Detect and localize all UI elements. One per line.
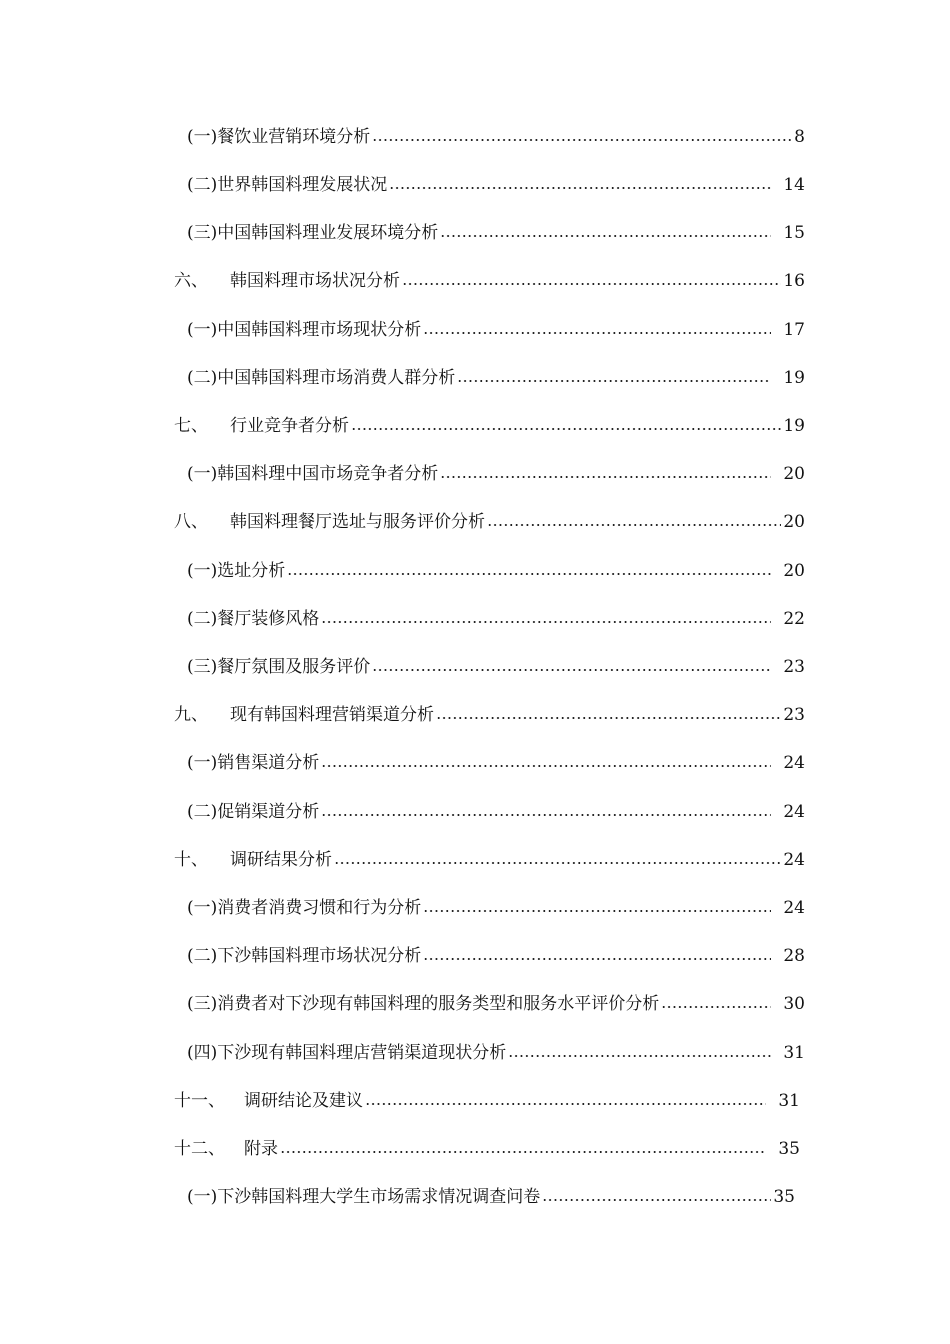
toc-dot-leader [321,814,771,816]
toc-dot-leader [321,765,771,767]
toc-dot-leader [372,669,771,671]
toc-entry-page: 17 [783,320,805,340]
toc-entry-title: 餐厅氛围及服务评价 [217,657,371,677]
toc-entry-number: (二) [187,368,218,388]
toc-entry-page: 24 [783,802,805,822]
toc-entry-page: 20 [783,464,805,484]
toc-entry[interactable] [187,652,805,682]
toc-entry[interactable] [187,604,805,634]
toc-entry[interactable] [187,989,805,1019]
toc-entry-title: 销售渠道分析 [217,753,320,773]
toc-entry[interactable] [187,941,805,971]
toc-dot-leader [487,524,781,526]
toc-entry[interactable] [174,1134,800,1164]
toc-entry-number: (四) [187,1043,218,1063]
toc-dot-leader [423,958,771,960]
toc-entry[interactable] [174,411,805,441]
toc-entry-number: (一) [187,753,218,773]
toc-entry-title: 行业竞争者分析 [230,416,349,436]
toc-dot-leader [423,910,771,912]
toc-dot-leader [365,1103,766,1105]
toc-dot-leader [280,1151,766,1153]
toc-entry-page: 16 [783,271,805,291]
toc-entry-number: (一) [187,127,218,147]
toc-entry-page: 24 [783,898,805,918]
toc-entry-title: 附录 [244,1139,278,1159]
toc-entry-number: (一) [187,464,218,484]
toc-entry-number: 十一、 [174,1091,225,1111]
toc-entry[interactable] [187,893,805,923]
toc-entry-number: (一) [187,320,218,340]
toc-entry-page: 20 [783,512,805,532]
toc-entry[interactable] [187,218,805,248]
toc-entry-title: 下沙现有韩国料理店营销渠道现状分析 [217,1043,507,1063]
toc-entry-title: 餐饮业营销环境分析 [217,127,371,147]
toc-dot-leader [321,621,771,623]
toc-entry-title: 现有韩国料理营销渠道分析 [230,705,434,725]
toc-entry-page: 30 [783,994,805,1014]
toc-entry-title: 消费者对下沙现有韩国料理的服务类型和服务水平评价分析 [217,994,660,1014]
toc-entry-title: 韩国料理市场状况分析 [230,271,400,291]
toc-entry-page: 31 [783,1043,805,1063]
toc-entry[interactable] [174,700,805,730]
toc-entry-number: (二) [187,175,218,195]
toc-entry[interactable] [187,556,805,586]
toc-dot-leader [351,428,781,430]
toc-entry-page: 24 [783,850,805,870]
toc-dot-leader [389,187,771,189]
toc-entry-page: 14 [783,175,805,195]
toc-entry[interactable] [187,459,805,489]
toc-entry-title: 调研结论及建议 [244,1091,363,1111]
toc-entry-page: 22 [783,609,805,629]
toc-entry-number: (三) [187,223,218,243]
toc-entry-page: 23 [783,657,805,677]
toc-entry[interactable] [174,266,805,296]
toc-entry-number: (一) [187,561,218,581]
toc-entry-number: 七、 [174,416,208,436]
toc-entry-number: (一) [187,1187,218,1207]
toc-dot-leader [440,235,771,237]
toc-dot-leader [457,380,771,382]
toc-entry-page: 28 [783,946,805,966]
toc-entry-number: (三) [187,657,218,677]
toc-entry-title: 韩国料理餐厅选址与服务评价分析 [230,512,485,532]
toc-entry-title: 韩国料理中国市场竞争者分析 [217,464,439,484]
toc-entry[interactable] [174,507,805,537]
toc-entry-title: 中国韩国料理市场现状分析 [217,320,422,340]
toc-dot-leader [287,573,771,575]
toc-entry-page: 19 [783,416,805,436]
toc-entry-page: 19 [783,368,805,388]
toc-entry[interactable] [174,1086,800,1116]
toc-dot-leader [508,1055,771,1057]
toc-dot-leader [402,283,781,285]
toc-entry-title: 中国韩国料理市场消费人群分析 [217,368,456,388]
toc-entry-number: (二) [187,802,218,822]
toc-entry-title: 下沙韩国料理大学生市场需求情况调查问卷 [217,1187,541,1207]
toc-entry[interactable] [187,748,805,778]
toc-entry-number: 十二、 [174,1139,225,1159]
toc-entry-page: 35 [778,1139,800,1159]
toc-dot-leader [436,717,781,719]
toc-entry-title: 调研结果分析 [230,850,332,870]
toc-entry-number: 六、 [174,271,208,291]
toc-dot-leader [423,332,771,334]
toc-entry[interactable] [187,1182,795,1212]
toc-entry-number: (三) [187,994,218,1014]
toc-dot-leader [334,862,781,864]
toc-entry-page: 23 [783,705,805,725]
toc-entry-number: 八、 [174,512,208,532]
toc-entry-page: 15 [783,223,805,243]
toc-entry-number: 十、 [174,850,208,870]
toc-entry-page: 20 [783,561,805,581]
toc-dot-leader [372,139,792,141]
toc-entry-number: (一) [187,898,218,918]
toc-entry-number: 九、 [174,705,208,725]
toc-entry-title: 餐厅装修风格 [217,609,320,629]
toc-entry[interactable] [187,122,805,152]
toc-entry[interactable] [187,1038,805,1068]
toc-entry[interactable] [187,315,805,345]
toc-dot-leader [661,1006,771,1008]
toc-entry[interactable] [187,363,805,393]
toc-entry-title: 世界韩国料理发展状况 [217,175,388,195]
toc-entry-title: 促销渠道分析 [217,802,320,822]
toc-entry-page: 8 [794,127,805,147]
toc-dot-leader [542,1199,771,1201]
toc-entry-number: (二) [187,609,218,629]
toc-entry-title: 中国韩国料理业发展环境分析 [217,223,439,243]
toc-dot-leader [440,476,771,478]
toc-entry-page: 31 [778,1091,800,1111]
toc-entry[interactable] [187,170,805,200]
toc-entry[interactable] [174,845,805,875]
toc-entry-title: 下沙韩国料理市场状况分析 [217,946,422,966]
toc-entry-page: 35 [773,1187,795,1207]
toc-entry-number: (二) [187,946,218,966]
toc-entry-title: 消费者消费习惯和行为分析 [217,898,422,918]
toc-entry-page: 24 [783,753,805,773]
toc-entry-title: 选址分析 [217,561,286,581]
toc-entry[interactable] [187,797,805,827]
